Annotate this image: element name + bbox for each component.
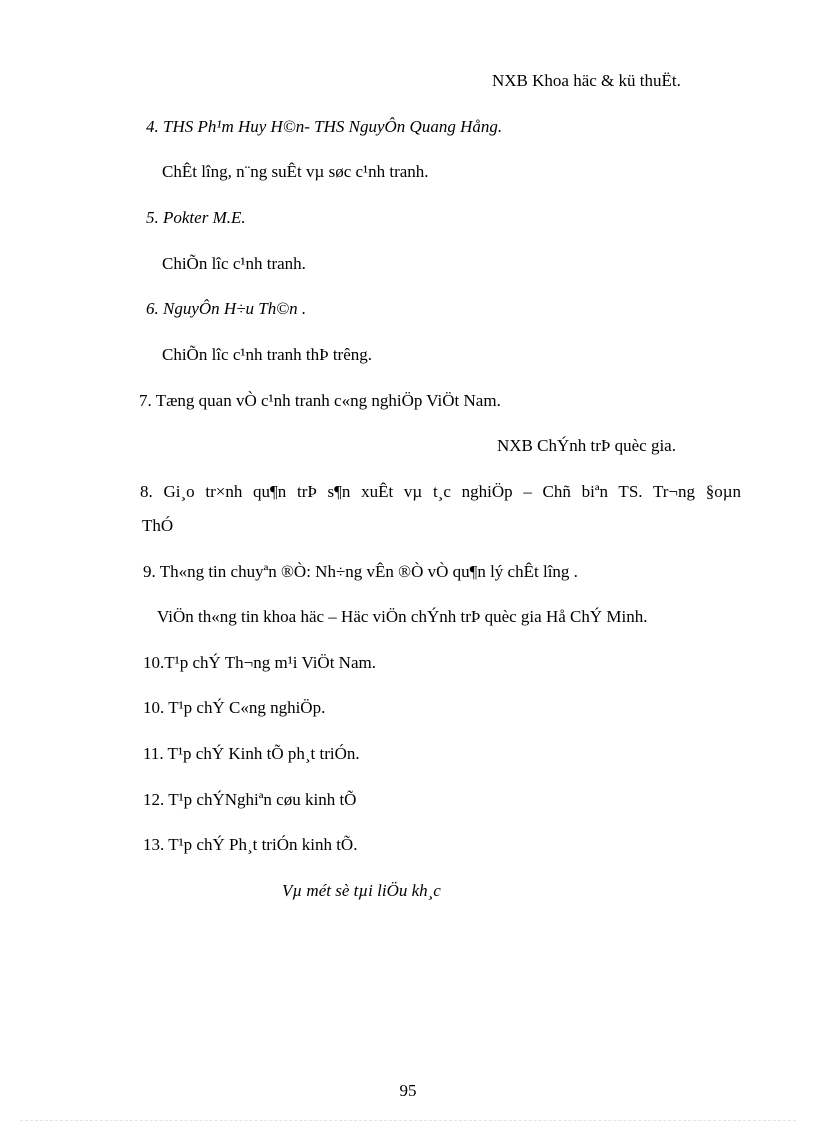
reference-10a: 10.T¹p chÝ Th¬ng m¹i ViÖt Nam. [143, 653, 376, 672]
reference-13: 13. T¹p chÝ Ph¸t triÓn kinh tÕ. [143, 835, 358, 854]
reference-9-publisher: ViÖn th«ng tin khoa häc – Häc viÖn chÝnh trÞ quèc gia Hå ChÝ Minh. [157, 607, 648, 626]
reference-6-title: ChiÕn lîc c¹nh tranh thÞ trêng. [162, 345, 373, 364]
page-number: 95 [399, 1081, 417, 1100]
reference-5-author: 5. Pokter M.E. [146, 208, 246, 227]
closing-note: Vµ mét sè tµi liÖu kh¸c [282, 881, 441, 900]
page-bottom-divider [20, 1120, 796, 1121]
reference-8-line-2: ThÓ [142, 516, 174, 535]
reference-12: 12. T¹p chÝNghiªn cøu kinh tÕ [143, 790, 357, 809]
reference-8-line-1: 8. Gi¸o tr×nh qu¶n trÞ s¶n xuÊt vµ t¸c nghiÖp – Chñ biªn TS. Tr¬ng §oµn [140, 482, 741, 501]
reference-9-title: 9. Th«ng tin chuyªn ®Ò: Nh÷ng vÊn ®Ò vÒ qu¶n lý chÊt lîng . [143, 562, 578, 581]
reference-10b: 10. T¹p chÝ C«ng nghiÖp. [143, 698, 326, 717]
reference-7-title: 7. Tæng quan vÒ c¹nh tranh c«ng nghiÖp ViÖt Nam. [139, 391, 501, 410]
reference-5-title: ChiÕn lîc c¹nh tranh. [162, 254, 306, 273]
reference-3-publisher: NXB Khoa häc & kü thuËt. [492, 71, 681, 90]
reference-4-author: 4. THS Ph¹m Huy H©n- THS NguyÔn Quang Hång. [146, 117, 503, 136]
reference-4-title: ChÊt lîng, n¨ng suÊt vµ søc c¹nh tranh. [162, 162, 429, 181]
reference-11: 11. T¹p chÝ Kinh tÕ ph¸t triÓn. [143, 744, 360, 763]
reference-6-author: 6. NguyÔn H÷u Th©n . [146, 299, 307, 318]
reference-7-publisher: NXB ChÝnh trÞ quèc gia. [497, 436, 676, 455]
